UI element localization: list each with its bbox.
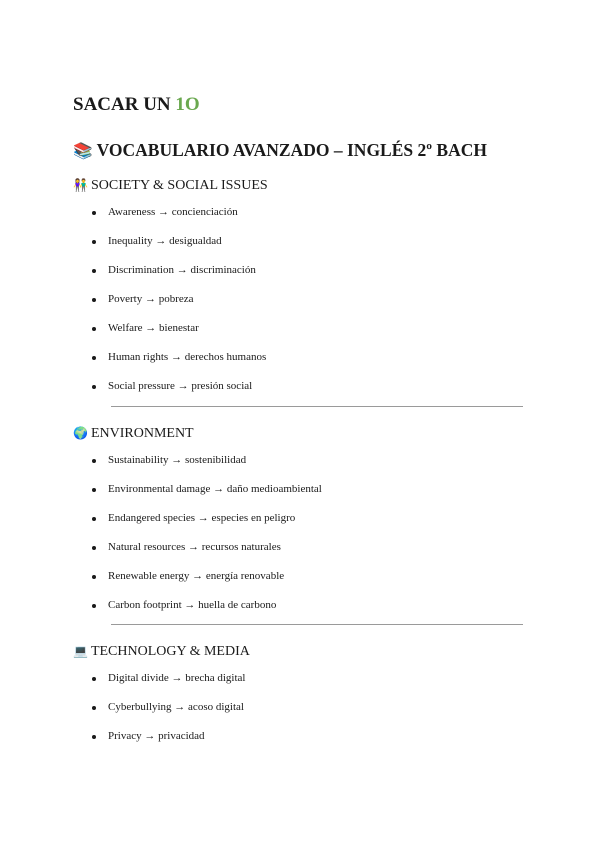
section-society <box>73 176 525 401</box>
list-item: Cyberbullying → acoso digital <box>73 693 525 722</box>
books-icon: 📚 <box>73 141 93 160</box>
list-item: Endangered species → especies en peligro <box>73 504 525 533</box>
brand-heading <box>73 94 200 116</box>
list-item: Welfare → bienestar <box>73 314 525 343</box>
brand-accent: 1O <box>175 94 200 115</box>
list-item: Privacy → privacidad <box>73 722 525 751</box>
section-heading-text: SOCIETY & SOCIAL ISSUES <box>90 178 268 193</box>
document-title-text: VOCABULARIO AVANZADO – INGLÉS 2º BACH <box>96 140 487 160</box>
section-heading <box>73 176 525 194</box>
section-heading <box>73 424 525 442</box>
section-environment <box>73 424 525 620</box>
vocab-list <box>73 446 525 620</box>
people-icon: 👫 <box>73 178 88 192</box>
list-item: Social pressure → presión social <box>73 372 525 401</box>
section-heading-text: ENVIRONMENT <box>90 426 194 441</box>
vocab-list <box>73 664 525 751</box>
section-heading <box>73 642 525 660</box>
list-item: Carbon footprint → huella de carbono <box>73 591 525 620</box>
list-item: Environmental damage → daño medioambiental <box>73 475 525 504</box>
list-item: Sustainability → sostenibilidad <box>73 446 525 475</box>
list-item: Digital divide → brecha digital <box>73 664 525 693</box>
list-item: Human rights → derechos humanos <box>73 343 525 372</box>
section-heading-text: TECHNOLOGY & MEDIA <box>90 644 250 659</box>
vocab-list <box>73 198 525 401</box>
section-divider <box>111 624 523 625</box>
laptop-icon: 💻 <box>73 644 88 658</box>
list-item: Poverty → pobreza <box>73 285 525 314</box>
list-item: Discrimination → discriminación <box>73 256 525 285</box>
document-title <box>73 140 487 161</box>
globe-icon: 🌍 <box>73 426 88 440</box>
list-item: Natural resources → recursos naturales <box>73 533 525 562</box>
list-item: Inequality → desigualdad <box>73 227 525 256</box>
list-item: Renewable energy → energía renovable <box>73 562 525 591</box>
brand-text: SACAR UN <box>73 94 176 115</box>
section-divider <box>111 406 523 407</box>
list-item: Awareness → concienciación <box>73 198 525 227</box>
section-technology <box>73 642 525 751</box>
